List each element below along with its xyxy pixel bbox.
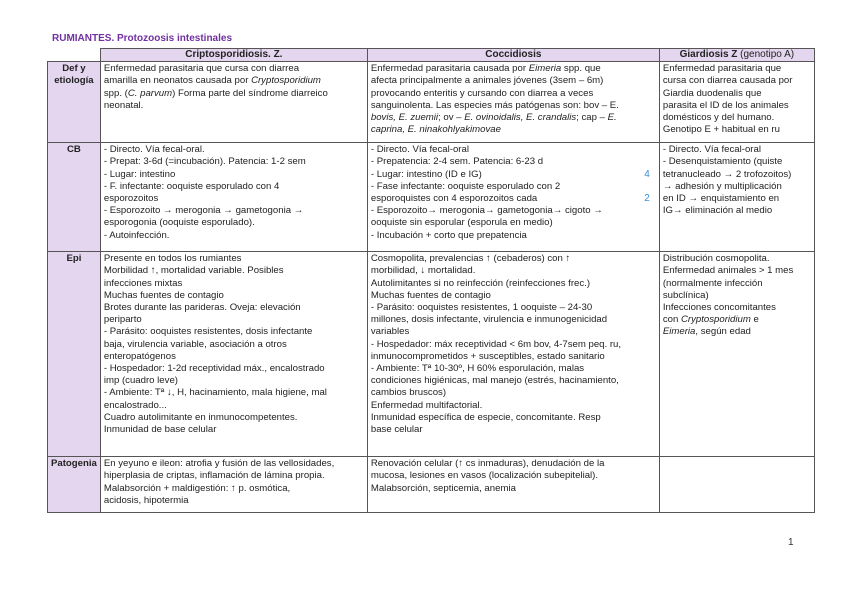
- cell-text-line: [104, 63, 364, 75]
- text-segment: - Esporozoito→ merogonia→ gametogonia→ cigoto →: [370, 205, 603, 217]
- header-giardiosis-name: Giardiosis Z: [679, 49, 738, 60]
- text-segment: - Parásito: ooquistes resistentes, dosis infectante: [103, 326, 313, 338]
- text-segment: - Lugar: intestino (ID e IG): [370, 168, 482, 180]
- text-segment: Enfermedad multifactorial.: [370, 399, 483, 411]
- text-segment: provocando enteritis y cursando con diarrea a veces: [370, 87, 594, 99]
- cell-text-line: [371, 144, 656, 156]
- cell-text-line: [104, 495, 364, 507]
- text-segment: Cosmopolita, prevalencias ↑ (cebaderos) con ↑: [370, 253, 571, 265]
- italic-text: Eimeria: [662, 326, 696, 338]
- text-segment: encalostrado...: [103, 399, 167, 411]
- text-segment: - F. infectante: ooquiste esporulado con 4: [103, 180, 280, 192]
- cell-text-line: [371, 217, 656, 229]
- row-label: [48, 457, 101, 513]
- text-segment: baja, virulencia variable, asociación a otros: [103, 338, 287, 350]
- text-segment: ; ov –: [438, 112, 465, 124]
- text-segment: periparto: [103, 314, 142, 326]
- text-segment: mucosa, lesiones en vasos (localización subepitelial).: [370, 470, 599, 482]
- header-criptosporidiosis: Criptosporidiosis. Z.: [100, 49, 367, 62]
- text-segment: neonatal.: [103, 99, 144, 111]
- cell-text-line: [104, 217, 364, 229]
- cell-text-line: [104, 314, 364, 326]
- cell-text-line: [371, 253, 656, 265]
- cell-text-line: [371, 75, 656, 87]
- text-segment: cursa con diarrea causada por: [662, 75, 793, 87]
- document-title: RUMIANTES. Protozoosis intestinales: [52, 33, 233, 44]
- text-segment: → adhesión y multiplicación: [662, 180, 782, 192]
- cell-cocci: [367, 62, 659, 143]
- cell-cocci: [367, 143, 659, 252]
- cell-text-line: [104, 100, 364, 112]
- cell-text-line: [371, 112, 656, 124]
- text-segment: (normalmente infección: [662, 277, 763, 289]
- cell-cocci: [367, 457, 659, 513]
- text-segment: sanguinolenta. Las especies más patógenas son: bov – E.: [370, 99, 619, 111]
- cell-text-line: [104, 205, 364, 217]
- italic-text: E.: [607, 112, 617, 124]
- cell-text-line: [104, 400, 364, 412]
- cell-text-line: [663, 326, 811, 338]
- text-segment: e: [750, 314, 759, 326]
- cell-text-line: [371, 400, 656, 412]
- text-segment: acidosis, hipotermia: [103, 494, 189, 506]
- cell-text-line: [104, 412, 364, 424]
- cell-text-line: [104, 290, 364, 302]
- cell-text-line: [371, 363, 656, 375]
- cell-text-line: [663, 278, 811, 290]
- text-segment: - Prepat: 3-6d (=incubación). Patencia: 1-2 sem: [103, 156, 306, 168]
- cell-text-line: [663, 205, 811, 217]
- cell-text-line: [371, 387, 656, 399]
- cell-cripto: [100, 457, 367, 513]
- protozoosis-table: [47, 48, 815, 513]
- cell-text-line: [371, 290, 656, 302]
- text-segment: - Ambiente: Tª 10-30º, H 60% esporulación, malas: [370, 363, 585, 375]
- cell-text-line: [371, 470, 656, 482]
- cell-text-line: [663, 181, 811, 193]
- text-segment: cambios bruscos): [370, 387, 447, 399]
- text-segment: Enfermedad parasitaria causada por: [370, 63, 529, 75]
- text-segment: spp. que: [561, 63, 601, 75]
- italic-text: Eimeria: [528, 63, 562, 75]
- text-segment: Muchas fuentes de contagio: [370, 289, 491, 301]
- text-segment: Malabsorción + maldigestión: ↑ p. osmótica,: [103, 482, 291, 494]
- cell-text-line: [663, 100, 811, 112]
- text-segment: Genotipo E + habitual en ru: [662, 124, 780, 136]
- italic-text: E. ovinoidalis, E. crandalis: [464, 112, 577, 124]
- cell-giardia: [659, 457, 814, 513]
- cell-text-line: [104, 483, 364, 495]
- text-segment: Enfermedad animales > 1 mes: [662, 265, 794, 277]
- cell-text-line: [663, 88, 811, 100]
- text-segment: - Esporozoito → merogonia → gametogonia →: [103, 205, 304, 217]
- italic-text: bovis, E. zuemii: [370, 112, 439, 124]
- cell-text-line: [371, 326, 656, 338]
- cell-giardia: [659, 143, 814, 252]
- text-segment: morbilidad, ↓ mortalidad.: [370, 265, 476, 277]
- text-segment: imp (cuadro leve): [103, 375, 178, 387]
- annotation-number: 2: [644, 193, 650, 205]
- cell-text-line: [104, 302, 364, 314]
- text-segment: domésticos y del humano.: [662, 112, 775, 124]
- text-segment: ooquiste sin esporular (esporula en medio): [370, 217, 553, 229]
- italic-text: caprina, E. ninakohlyakimovae: [370, 124, 501, 136]
- text-segment: - Directo. Vía fecal-oral.: [103, 144, 205, 156]
- cell-text-line: [371, 339, 656, 351]
- cell-text-line: [663, 124, 811, 136]
- cell-text-line: [104, 169, 364, 181]
- text-segment: amarilla en neonatos causada por: [103, 75, 252, 87]
- cell-text-line: [371, 124, 656, 136]
- cell-text-line: [663, 112, 811, 124]
- cell-text-line: [104, 351, 364, 363]
- row-label-line: CB: [67, 144, 81, 156]
- cell-text-line: [663, 144, 811, 156]
- cell-text-line: [663, 290, 811, 302]
- text-segment: Brotes durante las parideras. Oveja: elevación: [103, 302, 301, 314]
- text-segment: ; cap –: [576, 112, 608, 124]
- text-segment: hiperplasia de criptas, inflamación de lámina propia.: [103, 470, 325, 482]
- table-row: [48, 143, 815, 252]
- text-segment: condiciones higiénicas, mal manejo (estrés, hacinamiento,: [370, 375, 619, 387]
- cell-text-line: [104, 230, 364, 242]
- text-segment: - Fase infectante: ooquiste esporulado con 2: [370, 180, 561, 192]
- cell-text-line: [371, 156, 656, 168]
- row-label-line: Patogenia: [51, 458, 97, 470]
- text-segment: esporogonia (ooquiste esporulado).: [103, 217, 255, 229]
- cell-cripto: [100, 143, 367, 252]
- text-segment: - Ambiente: Tª ↓, H, hacinamiento, mala higiene, mal: [103, 387, 327, 399]
- row-label-line: Epi: [66, 253, 82, 265]
- text-segment: variables: [370, 326, 410, 338]
- row-label: [48, 143, 101, 252]
- table-header-row: [48, 49, 815, 62]
- text-segment: - Incubación + corto que prepatencia: [370, 229, 527, 241]
- cell-text-line: [663, 314, 811, 326]
- text-segment: - Lugar: intestino: [103, 168, 176, 180]
- text-segment: Renovación celular (↑ cs inmaduras), denudación de la: [370, 458, 605, 470]
- italic-text: Cryptosporidium: [251, 75, 321, 87]
- cell-text-line: [371, 88, 656, 100]
- header-giardiosis: [659, 49, 814, 62]
- text-segment: spp. (: [103, 87, 128, 99]
- cell-text-line: [371, 230, 656, 242]
- cell-text-line: [663, 253, 811, 265]
- cell-cripto: [100, 62, 367, 143]
- text-segment: Enfermedad parasitaria que cursa con diarrea: [103, 63, 300, 75]
- text-segment: Malabsorción, septicemia, anemia: [370, 482, 516, 494]
- text-segment: en ID → enquistamiento en: [662, 193, 780, 205]
- cell-text-line: [371, 458, 656, 470]
- text-segment: IG→ eliminación al medio: [662, 205, 773, 217]
- header-giardiosis-genotype: (genotipo A): [737, 49, 795, 60]
- cell-text-line: [371, 100, 656, 112]
- cell-text-line: [371, 375, 656, 387]
- text-segment: Inmunidad específica de especie, concomitante. Resp: [370, 411, 601, 423]
- text-segment: - Directo. Vía fecal-oral: [370, 144, 469, 156]
- text-segment: - Directo. Vía fecal-oral: [662, 144, 761, 156]
- row-label: [48, 62, 101, 143]
- text-segment: - Prepatencia: 2-4 sem. Patencia: 6-23 d: [370, 156, 544, 168]
- table-row: [48, 62, 815, 143]
- cell-text-line: [663, 169, 811, 181]
- cell-text-line: [663, 63, 811, 75]
- text-segment: Morbilidad ↑, mortalidad variable. Posibles: [103, 265, 284, 277]
- cell-giardia: [659, 252, 814, 457]
- text-segment: con: [662, 314, 681, 326]
- cell-text-line: [104, 470, 364, 482]
- row-label-line: etiología: [54, 75, 94, 87]
- text-segment: Enfermedad parasitaria que: [662, 63, 782, 75]
- italic-text: C. parvum: [127, 87, 173, 99]
- text-segment: - Hospedador: 1-2d receptividad máx., encalostrado: [103, 363, 325, 375]
- text-segment: - Hospedador: máx receptividad < 6m bov, 4-7sem peq. ru,: [370, 338, 622, 350]
- cell-text-line: [104, 181, 364, 193]
- cell-text-line: [104, 375, 364, 387]
- cell-text-line: [663, 302, 811, 314]
- cell-text-line: [104, 75, 364, 87]
- text-segment: enteropatógenos: [103, 350, 176, 362]
- page-number: 1: [788, 537, 794, 548]
- cell-text-line: [663, 156, 811, 168]
- cell-text-line: [104, 156, 364, 168]
- cell-text-line: [371, 193, 656, 205]
- cell-text-line: [104, 278, 364, 290]
- cell-text-line: [371, 63, 656, 75]
- annotation-number: 4: [644, 168, 650, 180]
- table-row: [48, 457, 815, 513]
- text-segment: Cuadro autolimitante en inmunocompetentes.: [103, 411, 298, 423]
- text-segment: - Desenquistamiento (quiste: [662, 156, 783, 168]
- cell-text-line: [104, 253, 364, 265]
- text-segment: Inmunidad de base celular: [103, 424, 217, 436]
- text-segment: esporoquistes con 4 esporozoitos cada: [370, 193, 538, 205]
- text-segment: Distribución cosmopolita.: [662, 253, 770, 265]
- text-segment: subclínica): [662, 289, 709, 301]
- italic-text: Cryptosporidium: [681, 314, 751, 326]
- cell-text-line: [104, 458, 364, 470]
- cell-text-line: [104, 193, 364, 205]
- cell-text-line: [371, 181, 656, 193]
- cell-text-line: [104, 363, 364, 375]
- cell-text-line: [104, 326, 364, 338]
- cell-text-line: [663, 193, 811, 205]
- cell-text-line: [104, 387, 364, 399]
- text-segment: afecta principalmente a animales jóvenes (3sem – 6m): [370, 75, 604, 87]
- cell-text-line: [371, 483, 656, 495]
- cell-text-line: [371, 265, 656, 277]
- text-segment: esporozoitos: [103, 193, 159, 205]
- cell-cocci: [367, 252, 659, 457]
- cell-text-line: [371, 169, 656, 181]
- text-segment: millones, dosis infectante, virulencia e inmunogenicidad: [370, 314, 608, 326]
- row-label-line: Def y: [62, 63, 86, 75]
- text-segment: Infecciones concomitantes: [662, 302, 776, 314]
- cell-text-line: [371, 205, 656, 217]
- cell-text-line: [371, 278, 656, 290]
- row-label: [48, 252, 101, 457]
- cell-text-line: [104, 265, 364, 277]
- text-segment: Autolimitantes si no reinfección (reinfecciones frec.): [370, 277, 591, 289]
- cell-text-line: [371, 314, 656, 326]
- cell-text-line: [371, 302, 656, 314]
- text-segment: base celular: [370, 424, 423, 436]
- cell-text-line: [663, 265, 811, 277]
- text-segment: - Parásito: ooquistes resistentes, 1 ooquiste – 24-30: [370, 302, 593, 314]
- text-segment: infecciones mixtas: [103, 277, 183, 289]
- cell-text-line: [371, 412, 656, 424]
- text-segment: ) Forma parte del síndrome diarreico: [172, 87, 328, 99]
- text-segment: - Autoinfección.: [103, 229, 170, 241]
- text-segment: , según edad: [695, 326, 751, 338]
- text-segment: En yeyuno e ileon: atrofia y fusión de las vellosidades,: [103, 458, 335, 470]
- cell-text-line: [663, 75, 811, 87]
- cell-text-line: [104, 88, 364, 100]
- cell-text-line: [104, 424, 364, 436]
- cell-giardia: [659, 62, 814, 143]
- header-coccidiosis: Coccidiosis: [367, 49, 659, 62]
- text-segment: tetranucleado → 2 trofozoitos): [662, 168, 792, 180]
- cell-cripto: [100, 252, 367, 457]
- text-segment: inmunocomprometidos + susceptibles, estado sanitario: [370, 350, 605, 362]
- cell-text-line: [104, 144, 364, 156]
- cell-text-line: [371, 351, 656, 363]
- text-segment: Muchas fuentes de contagio: [103, 289, 224, 301]
- table-row: [48, 252, 815, 457]
- text-segment: Giardia duodenalis que: [662, 87, 762, 99]
- cell-text-line: [371, 424, 656, 436]
- cell-text-line: [104, 339, 364, 351]
- header-empty-cell: [48, 49, 101, 62]
- text-segment: Presente en todos los rumiantes: [103, 253, 242, 265]
- text-segment: parasita el ID de los animales: [662, 99, 789, 111]
